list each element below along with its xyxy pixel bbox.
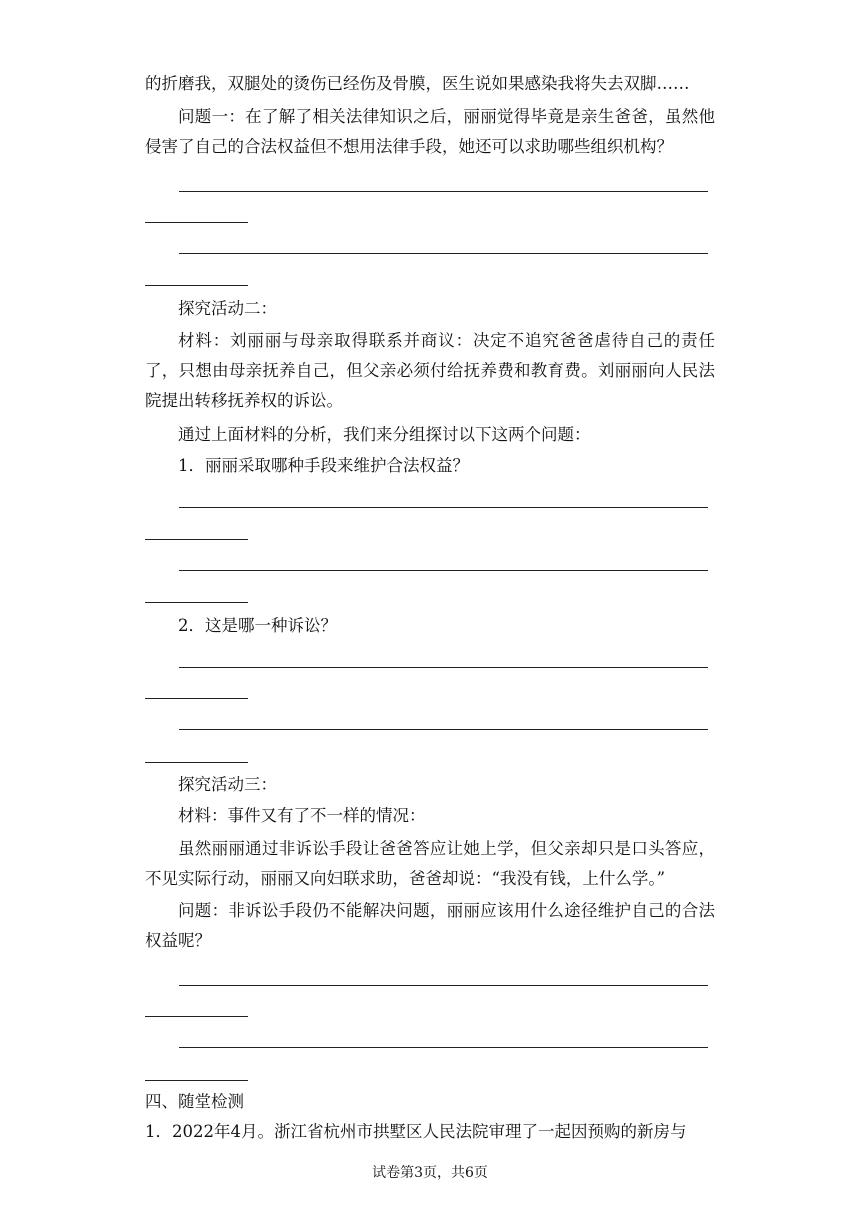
activity-two-intro: 通过上面材料的分析，我们来分组探讨以下这两个问题： <box>178 425 591 444</box>
answer-line <box>179 253 708 254</box>
answer-line <box>179 570 708 571</box>
answer-line <box>179 667 708 668</box>
answer-line <box>179 729 708 730</box>
answer-line <box>145 698 248 699</box>
section-four-heading: 四、随堂检测 <box>145 1092 244 1111</box>
activity-three-question: 问题：非诉讼手段仍不能解决问题，丽丽应该用什么途径维护自己的合法权益呢？ <box>145 901 715 950</box>
test-question-1: 1．2022年4月。浙江省杭州市拱墅区人民法院审理了一起因预购的新房与 <box>145 1122 687 1141</box>
activity-two-question-1: 1．丽丽采取哪种手段来维护合法权益？ <box>178 456 469 475</box>
activity-three-text: 虽然丽丽通过非诉讼手段让爸爸答应让她上学，但父亲却只是口头答应，不见实际行动，丽丽又向妇联求助，爸爸却说：“我没有钱，上什么学。” <box>145 839 715 888</box>
answer-line <box>179 985 708 986</box>
question-one: 问题一：在了解了相关法律知识之后，丽丽觉得毕竟是亲生爸爸，虽然他侵害了自己的合法权益但不想用法律手段，她还可以求助哪些组织机构？ <box>145 107 715 156</box>
activity-three-material: 材料：事件又有了不一样的情况： <box>178 806 426 825</box>
answer-line <box>145 285 248 286</box>
answer-line <box>145 222 248 223</box>
answer-line <box>179 191 708 192</box>
answer-line <box>145 602 248 603</box>
answer-line <box>145 539 248 540</box>
activity-two-question-2: 2．这是哪一种诉讼？ <box>178 616 337 635</box>
answer-line <box>179 507 708 508</box>
answer-line <box>145 762 248 763</box>
activity-two-material: 材料：刘丽丽与母亲取得联系并商议：决定不追究爸爸虐待自己的责任了，只想由母亲抚养自己，但父亲必须付给抚养费和教育费。刘丽丽向人民法院提出转移抚养权的诉讼。 <box>145 331 715 410</box>
activity-two-heading: 探究活动二： <box>178 299 277 318</box>
answer-line <box>179 1047 708 1048</box>
activity-three-heading: 探究活动三： <box>178 775 277 794</box>
answer-line <box>145 1080 248 1081</box>
answer-line <box>145 1016 248 1017</box>
page-footer: 试卷第3页，共6页 <box>372 1165 488 1181</box>
text-line: 的折磨我，双腿处的烫伤已经伤及骨膜，医生说如果感染我将失去双脚…… <box>145 74 690 93</box>
